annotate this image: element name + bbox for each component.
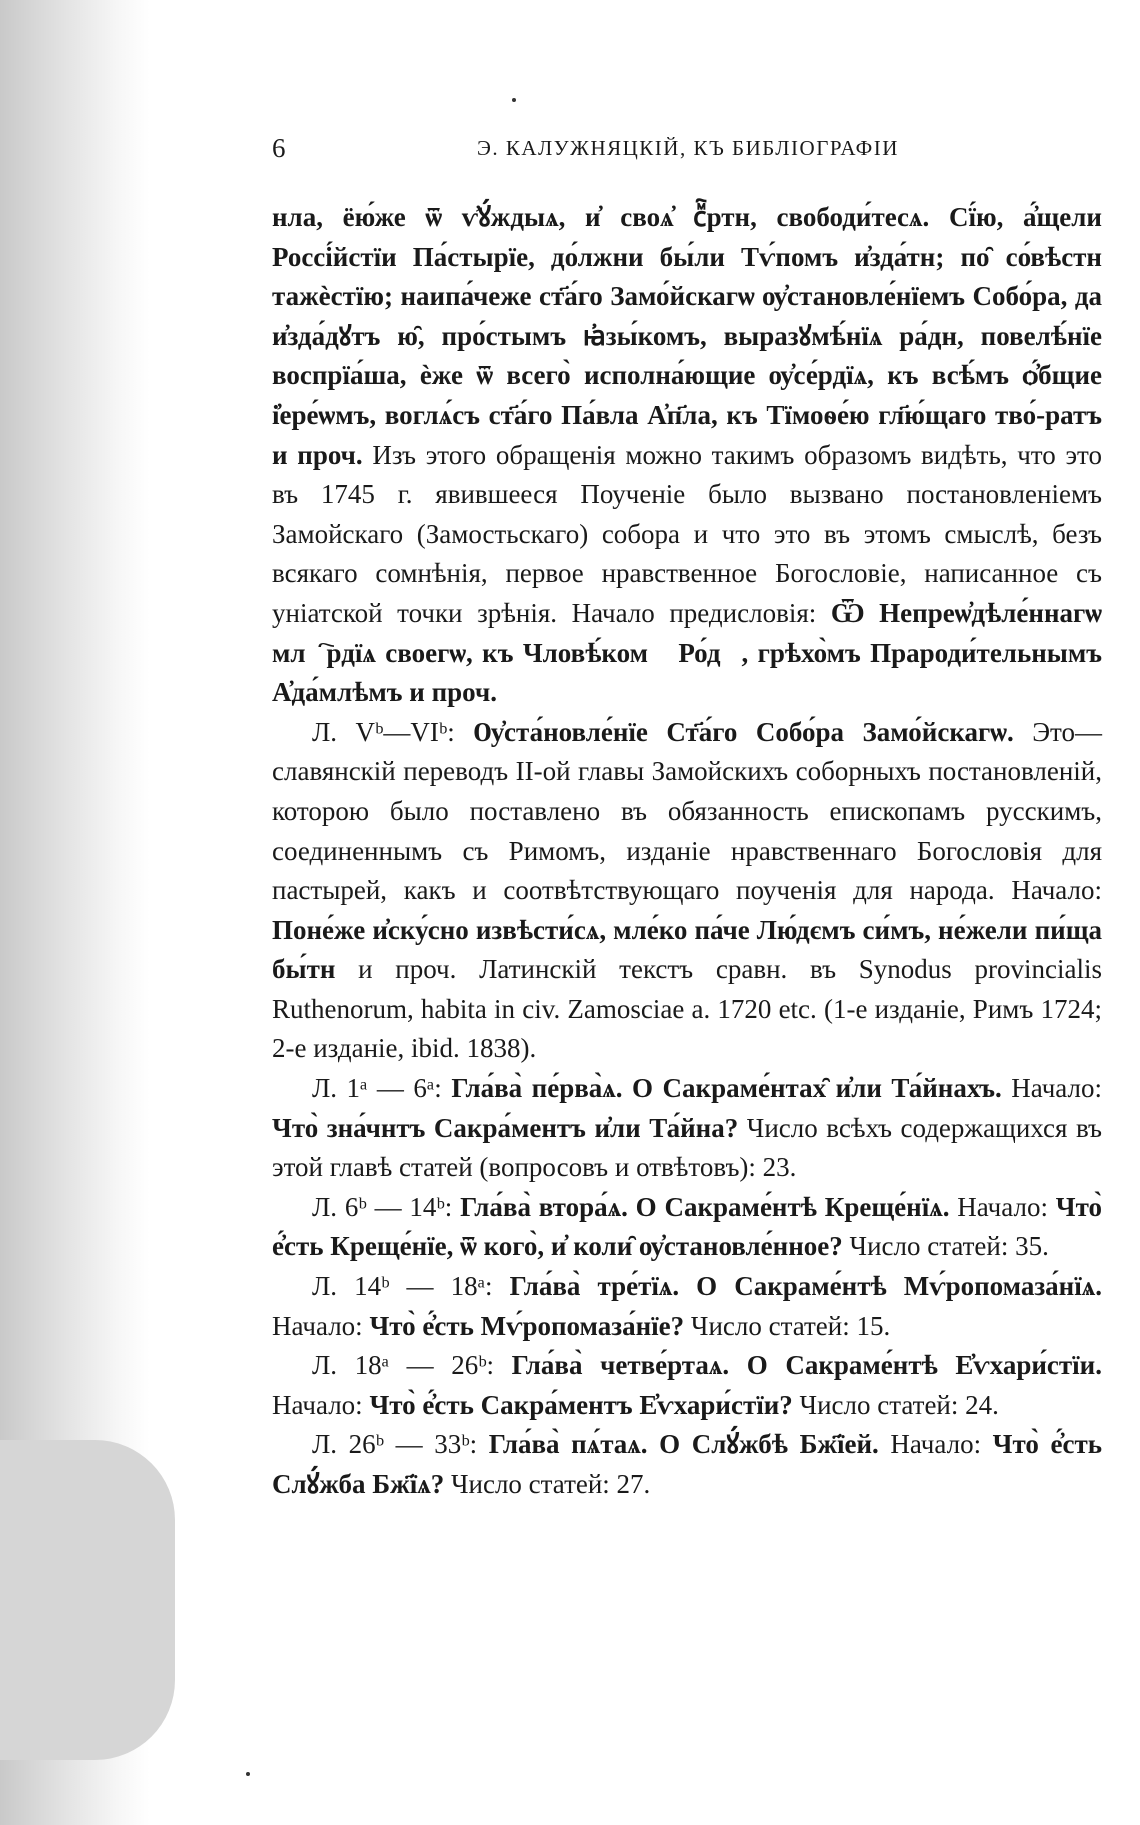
body-text-run: Л. 14ᵇ — 18ᵃ: xyxy=(312,1271,510,1302)
church-slavonic-quote: Гла́ва̀ четве́ртаѧ. О Сакраме́нтѣ Е҆ѵхари́стїи. xyxy=(511,1350,1102,1381)
church-slavonic-quote: нла, ёю́же ѿ ѵ҆ꙋ́ждыѧ, и҆ своѧ҆ сⷨ҇ртн, свободи́тесѧ. Сї́ю, а҆́щели Россі́йстїи Па́стырїе, до́лжни бы́ли Тѵ́помъ и҆зда́тн; по̑ со́вѣстн тажѐстїю; наипа́чеже ст҃а́го Замо́йскагѡ ѹ҆становле́нїемъ Собо́ра, да и҆зда́дꙋтъ ю̑, про́стымъ ꙗ҆зы́комъ, выразꙋмѣ́нїѧ ра́дн, повелѣ́нїе воспрїа́ша, ѐже ѿ всего̀ исполна́ющие ѹ҆се́рдїѧ, къ всѣ́мъ ѻ҆́бщие і҆ере́ѡмъ, воглѧ́съ ст҃а́го Па́вла А҆п҃ла, къ Тїмоѳе́ю гл҃ю́щаго тво́-ратъ и проч. xyxy=(272,202,1102,470)
body-text-run: Начало: xyxy=(272,1310,370,1341)
body-text-run: Число статей: 15. xyxy=(684,1310,891,1341)
body-text-run: Начало: xyxy=(878,1429,993,1460)
church-slavonic-quote: Что̀ е҆́сть Слꙋ́жба Бж҃їѧ? xyxy=(272,1429,1102,1499)
paragraph xyxy=(272,713,1102,1069)
running-title: Э. КАЛУЖНЯЦКІЙ, КЪ БИБЛІОГРАФІИ xyxy=(477,136,899,160)
body-text-run: Л. Vᵇ—VIᵇ: xyxy=(312,716,474,747)
church-slavonic-quote: Ѹ҆ста́новле́нїе Ст҃а́го Собо́ра Замо́йскагѡ. xyxy=(473,716,1014,747)
paragraph xyxy=(272,1346,1102,1425)
body-text-run: Начало: xyxy=(949,1191,1056,1222)
church-slavonic-quote: Ѿ Непреѡ҆дѣле́ннагѡ млⷭ҇рдїѧ своегѡ, къ Чловѣ́комꙋ Ро́дꙋ, грѣхо̀мъ Прароди́тельнымъ А҆да́млѣмъ и проч. xyxy=(272,597,1102,708)
church-slavonic-quote: Что̀ зна́чнтъ Сакра́ментъ и҆ли Та́йна? xyxy=(272,1112,739,1143)
church-slavonic-quote: Что̀ е҆́сть Креще́нїе, ѿ кого̀, и҆ коли̑ ѹ҆становле́нное? xyxy=(272,1191,1103,1262)
paragraph xyxy=(272,1425,1102,1504)
body-text-run: Л. 1ᵃ — 6ᵃ: xyxy=(312,1073,452,1104)
speck-mark xyxy=(246,1772,250,1776)
body-text-run: Число статей: 24. xyxy=(792,1389,999,1420)
church-slavonic-quote: Гла́ва̀ пе́рва̀ѧ. О Сакраме́нтах̑ и҆ли Та́йнахъ. xyxy=(451,1073,1002,1104)
paragraph xyxy=(272,1267,1102,1346)
body-text-run: Л. 18ᵃ — 26ᵇ: xyxy=(312,1350,512,1381)
page-number: 6 xyxy=(272,133,286,163)
church-slavonic-quote: Гла́ва̀ пѧ́таѧ. О Слꙋ́жбѣ Бж҃їей. xyxy=(488,1429,879,1460)
body-text-run: Начало: xyxy=(272,1389,370,1420)
body-text-run: Число статей: 27. xyxy=(444,1469,651,1499)
scan-stain xyxy=(0,1440,175,1760)
book-page xyxy=(272,0,1102,1825)
church-slavonic-quote: Что̀ е҆́сть Сакра́ментъ Е҆ѵхари́стїи? xyxy=(369,1389,793,1420)
body-text-run: Число всѣхъ содержащихся въ этой главѣ статей (вопросовъ и отвѣтовъ): 23. xyxy=(272,1112,1102,1183)
page-header xyxy=(272,128,1102,168)
body-text-run: Л. 26ᵇ — 33ᵇ: xyxy=(312,1429,489,1460)
paragraph xyxy=(272,1188,1102,1267)
body-text-run: Л. 6ᵇ — 14ᵇ: xyxy=(312,1191,461,1222)
body-text-run: Число статей: 35. xyxy=(842,1231,1049,1262)
body-text-run: Начало: xyxy=(1001,1073,1102,1104)
church-slavonic-quote: Поне́же и҆ску́сно извѣсти́сѧ, мле́ко па́че Лю́дємъ си́мъ, не́жели пи́ща бы́тн xyxy=(272,914,1102,985)
church-slavonic-quote: Гла́ва̀ тре́тїѧ. О Сакраме́нтѣ Мѵ́ропомаза́нїѧ. xyxy=(509,1271,1102,1302)
body-text-run: и проч. Латинскій текстъ сравн. въ Synodus provincialis Ruthenorum, habita in civ. Zamosciae a. 1720 etc. (1-е изданіе, Римъ 1724; 2-е изданіе, ibid. 1838). xyxy=(272,954,1102,1064)
body-text xyxy=(272,198,1102,1505)
paragraph xyxy=(272,1069,1102,1188)
body-text-run: Это—славянскій переводъ II-ой главы Замойскихъ соборныхъ постановленій, которою было поставлено въ обязанность епископамъ русскимъ, соединеннымъ съ Римомъ, изданіе нравственнаго Богословія для пастырей, какъ и соотвѣтствующаго поученія для народа. Начало: xyxy=(272,716,1102,906)
church-slavonic-quote: Что̀ е҆́сть Мѵ́ропомаза́нїе? xyxy=(369,1310,685,1341)
body-text-run: Изъ этого обращенія можно такимъ образомъ видѣть, что это въ 1745 г. явившееся Поученіе было вызвано постановленіемъ Замойскаго (Замостьскаго) собора и что это въ этомъ смыслѣ, безъ всякаго сомнѣнія, первое нравственное Богословіе, написанное съ уніатской точки зрѣнія. Начало предисловія: xyxy=(272,439,1102,628)
church-slavonic-quote: Гла́ва̀ втора́ѧ. О Сакраме́нтѣ Креще́нїѧ. xyxy=(460,1191,950,1222)
paragraph xyxy=(272,198,1102,713)
